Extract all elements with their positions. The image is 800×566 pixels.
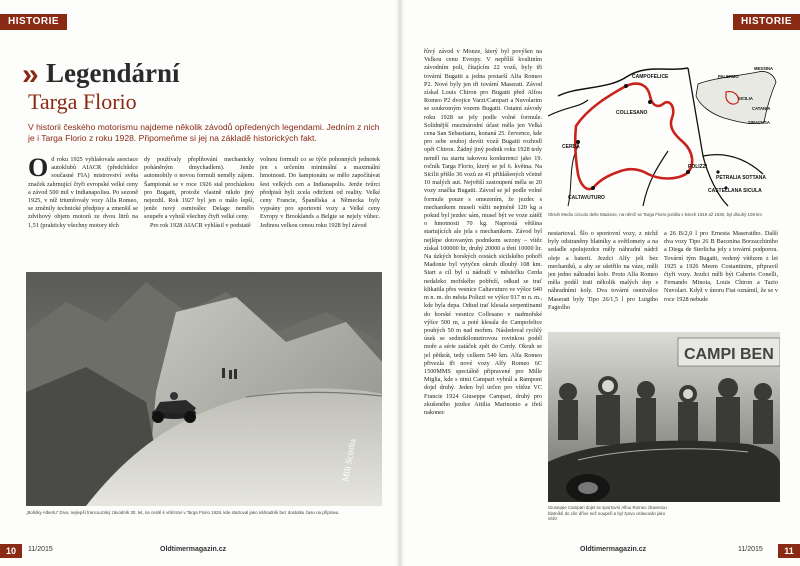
sicily-inset [696, 66, 776, 125]
article-title: Legendární [46, 58, 180, 88]
map-label-campofelice: CAMPOFELICE [632, 74, 669, 80]
text-column-2 [144, 156, 254, 268]
inset-label-catania: CATANIA [752, 106, 771, 111]
circuit-map [548, 56, 778, 208]
map-label-castellana-sicula: CASTELLANA SICULA [708, 188, 762, 194]
column-6-text: a 26 B/2,0 l pro Ernesta Maseratiho. Další dva vozy Tipo 26 B Baconina Borzacchiniho a Diega de Sterlicha jely s tovární podporou. Tovární tým Bugatti, vedený vítězem z let 1925 a 1926 Meem Costantinim, připravil čtyři vozy. Jezdci měli být Caberto Conelli, Fernando Minoia, Louis Chiron a Tazio Nuvolari. Když v únoru Fiat oznámil, že se v roce 1928 nebude [664, 230, 778, 303]
race-photo-right [548, 332, 780, 502]
caption-map: Okruh Medio circuito delle Madonie, na němž se Targa Florio jezdila v letech 1919 až 1930, byl dlouhý 108 km [548, 212, 762, 217]
column-2-text: dy používaly přeplňování mechanicky poháněným dmychadlem). Jenže automobily o novou formuli neměly zájem. Šampionát se v roce 1926 stal procházkou pro Bugatti, protože vlastně nikdo jiný nejezdil. Rok 1927 byl jen o málo lepší, jenže nový osmiválec Delage nemělo soupeře a vyhrál všechny čtyři velké ceny. [144, 156, 254, 221]
text-column-3 [260, 156, 380, 268]
site-name-left: Oldtimermagazin.cz [160, 546, 227, 553]
caption-left-photo: „Bolídky Albertu“ Divo, nejlepší francouzský závodník 30. let, na cestě k vítězství v Targa Florio 1928, kde startoval jako náhradník bez dostatku času na přípravu. [26, 510, 340, 515]
inset-label-siracusa: SIRACUSA [748, 120, 770, 125]
article-subtitle: Targa Florio [28, 89, 137, 114]
inset-label-messina: MESSINA [754, 66, 774, 71]
map-label-collesano: COLLESANO [616, 110, 648, 116]
text-column-4 [424, 48, 542, 540]
page-number-left: 10 [0, 544, 22, 558]
page-number-right: 11 [778, 544, 800, 558]
text-column-5 [548, 230, 658, 330]
race-photo-left-image [26, 272, 382, 506]
column-3-text: volnou formuli co se týče pohonných jednotek jen s určením minimální a maximální hmotnosti. Do šampionátu se mělo započítávat šest velkých cen a Indianapolis. Jenže tvůrci předpisů byli zcela odtrženi od reality. Velké ceny Francie, Španělska a Německa byly vypsány pro sportovní vozy a Velké ceny Evropy v Brooklands a Belgie se nejely vůbec. Jedinou velkou cenou roku 1928 byl závod [260, 156, 380, 229]
text-column-1 [28, 156, 138, 268]
article-lead: V historii českého motorismu najdeme několik závodů opředených legendami. Jedním z nich je i Targa Florio z roku 1928. Připomeňme si jej na základě historických fakt. [28, 122, 380, 143]
photo-sign-text: Mili Scirdia [340, 438, 358, 483]
dropcap: O [28, 156, 49, 182]
column-5-text: nestartoval. Šlo o sportovní vozy, z nichž byly odstraněny blatníky a světlomety a na sedadle spolujezdce měly náhradní nádrž oleje a baterii. Jezdci Alfy jeli bez mechaniků, a aby se ušetřilo na váze, měli jen jedno náhradní kolo. Proto Alfa Romeo měla podél trati několik malých dep s náhradními koly. Dva tovární osmiválce Maserati byly Tipo 26/1,5 l pro Luigiho Fagiolho [548, 230, 658, 311]
text-column-6 [664, 230, 778, 330]
photo-banner-text: CAMPI BEN [684, 346, 774, 363]
map-label-caltavuturo: CALTAVUTURO [568, 195, 605, 201]
circuit-map-graphic [548, 56, 778, 208]
page-gutter [396, 0, 404, 566]
inset-label-palermo: PALERMO [718, 74, 739, 79]
caption-right-photo: Giuseppe Campari dojel se sportovní Alfou Romeo zbavenou blatníků do cíle dříve než soupeři a byl zprvu oslavován jako vítěz [548, 505, 667, 522]
map-label-cerda: CERDA [562, 144, 580, 150]
column-4-text: řůvý závod v Monze, který byl povýšen na Velkou cenu Evropy. V nepřílíš kvalitním závodním poli, čítajícím 22 vozů, byly tři tovární Bugatti a jedna postarší Alfa Romeo P2. Nové byly jen tři tovární Maserati. Závod získal Louis Chiron pro Bugatti před Alfou Romeo P2 dvojice Varzi/Campari a Nuvolarim se soukromým vozem Bugatti. Ostatní závody roku 1928 se jely podle volné formule. Solidnější mezinárodní účast měla jen Velká cena San Sebastianu, konaná 25. července, kde pro sebe souboj devíti vozů Bugatti rozhodl opět Chiron. Žádný jiný podnik roku 1928 tedy neměl na startu takovou konkurenci jako 19. ročník Targa Florio, který se jel 6. května. Na Sicílii přišlo 36 vozů ze 41 přihlášených včetně 10 malých aut. Největší zastoupení měla se 20 vozy značka Bugatti. Závod se jel podle volné formule pouze s omezením, že jezdec s mechanikem museli vážit nejméně 120 kg a pokud byl jezdec sám, musel být ve voze zátěž o hmotnosti 70 kg. Naprostá většina startujících ale jela s mechanikem. Závod byl nejlépe dotovaným podnikem sezony – vítěz získal 100000 lir, druhý 20000 a třetí 10000 lir. Na úzkých horských cestách sicilského pohoří Madonie byl vytyčen okruh dlouhý 108 km. Start a cíl byl u nádraží v městečku Cerda nedaleko mořského pobřeží, odkud se trať klikatila přes vesnice Caltavuturo ve výšce 640 m n. m. do města Polizzi ve výšce 917 m n. m., kde byla depa. Odtud trať klesala serpentinami do horské vesnice Collesano v nadmořské výšce 500 m, a poté klesala do Campofelice pouhých 50 m nad mořem. Následoval rychlý úsek se sedmikilometrovou rovinkou podél moře a série zatáček zpět do Cerdy. Okruh se jel pětkrát, tedy celkem 540 km. Alfa Romeo přivezla tři nové vozy Alfy Romeo 6C 1500MMS speciálně připravené pro Mille Miglia, kde s nimi Campari vyhrál a Ramponi dojel druhý. Jeden byl určen pro vítěze VC Francie 1924 Giuseppe Campari, druhý pro zkušeného jezdce Attilia Marinonio a třetí nakonec [424, 48, 542, 416]
title-marker: » [22, 58, 39, 91]
circuit-route [575, 84, 692, 189]
column-2-text-b: Pro rok 1928 AIACR vyhlásil v podstatě [150, 221, 251, 229]
section-tab-left: HISTORIE [0, 14, 67, 30]
inset-label-sicilia: SICILIA [738, 96, 753, 101]
issue-date-left: 11/2015 [28, 546, 53, 553]
right-page [400, 0, 800, 566]
map-label-petralia-sottana: PETRALIA SOTTANA [716, 175, 766, 181]
race-photo-left [26, 272, 382, 506]
site-name-right: Oldtimermagazin.cz [580, 546, 647, 553]
issue-date-right: 11/2015 [738, 546, 763, 553]
section-tab-right: HISTORIE [733, 14, 800, 30]
map-label-polizzi: POLIZZI [688, 164, 708, 170]
column-1-text: d roku 1925 vyhlašovala asociace autoklubů AIACR (předchůdce současné FIA) mistrovství světa značek zahrnující čtyři evropské velké ceny a závod 500 mil v Indianapolisu. Po sezoně 1925, v níž triumfovaly vozy Alfa Romeo, se změnily technické předpisy a zmenšil se zdvihový objem motorů ze dvou litrů na 1,51 (prakticky všechny motory těch [28, 156, 138, 229]
race-photo-right-image [548, 332, 780, 502]
